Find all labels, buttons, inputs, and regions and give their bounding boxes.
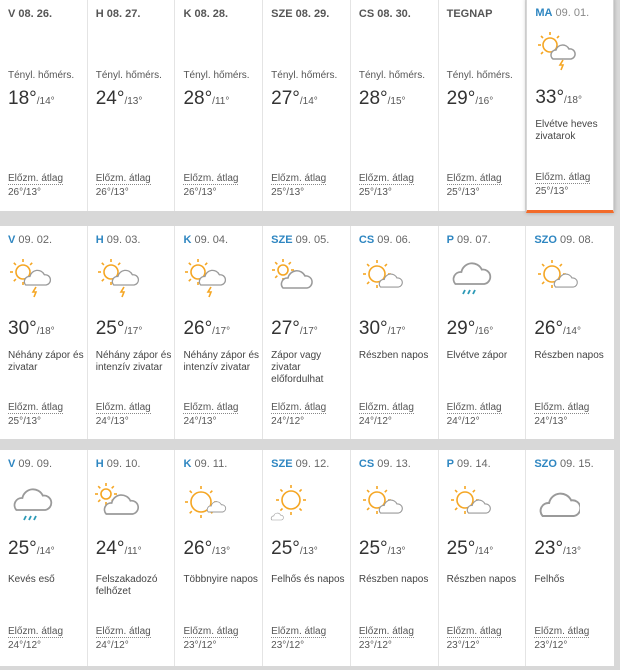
weekday: H: [95, 458, 104, 470]
partly-sunny-icon: [357, 482, 405, 526]
date: 09. 07.: [457, 234, 491, 246]
date: 09. 14.: [457, 458, 491, 470]
date: 09. 01.: [555, 7, 590, 19]
temp-low: /17°: [387, 326, 406, 337]
avg-label[interactable]: Előzm. átlag: [534, 626, 590, 637]
day-card[interactable]: [88, 226, 176, 439]
avg-label[interactable]: Előzm. átlag: [183, 402, 239, 413]
day-header: [535, 7, 589, 19]
weekday: CS: [358, 458, 375, 470]
weather-description: Felszakadozó felhőzet: [95, 574, 158, 597]
sun-cloud-thunder-icon: [6, 256, 54, 300]
temperature: [8, 538, 55, 560]
avg-label[interactable]: Előzm. átlag: [271, 402, 327, 413]
temperature: [183, 318, 230, 340]
temp-high: 24°: [95, 538, 125, 559]
avg-label[interactable]: Előzm. átlag: [446, 173, 502, 184]
temp-high: 25°: [446, 538, 476, 559]
day-card[interactable]: [263, 450, 351, 666]
temp-high: 26°: [534, 318, 564, 339]
avg-label[interactable]: Előzm. átlag: [183, 626, 239, 637]
temperature: [447, 88, 494, 110]
avg-label[interactable]: Előzm. átlag: [535, 172, 591, 183]
temperature: [535, 87, 582, 109]
day-header: [96, 8, 141, 20]
weather-description: Felhős: [534, 574, 565, 585]
date: 09. 12.: [295, 458, 330, 470]
date: 08. 29.: [295, 8, 330, 20]
avg-value: 24°/12°: [271, 416, 305, 427]
temp-high: 33°: [535, 87, 565, 108]
sun-cloud-thunder-icon: [181, 256, 229, 300]
date: 09. 08.: [560, 234, 594, 246]
avg-label[interactable]: Előzm. átlag: [534, 402, 590, 413]
weekday: V: [8, 234, 16, 246]
partly-sunny-icon: [357, 256, 405, 300]
day-card[interactable]: [175, 226, 263, 439]
avg-value: 26°/13°: [183, 187, 217, 198]
avg-value: 24°/12°: [358, 416, 392, 427]
mostly-sunny-icon: [181, 482, 229, 526]
day-card[interactable]: [526, 450, 614, 666]
temp-low: /16°: [475, 326, 494, 337]
weather-description: Elvétve zápor: [446, 350, 508, 361]
avg-value: 23°/12°: [358, 640, 392, 651]
temperature: [96, 88, 143, 110]
day-header: [183, 8, 228, 20]
day-card[interactable]: [0, 0, 88, 211]
day-header: [447, 234, 491, 246]
temp-low: /11°: [124, 546, 142, 557]
day-header: [359, 458, 411, 470]
date: 08. 26.: [18, 8, 53, 20]
week-row-1: [0, 0, 614, 211]
measured-label: Tényl. hőmérs.: [271, 70, 338, 81]
temp-low: /14°: [563, 326, 581, 337]
temp-high: 26°: [183, 538, 213, 559]
avg-label[interactable]: Előzm. átlag: [95, 173, 151, 184]
day-card[interactable]: [175, 450, 263, 666]
sun-small-cloud-icon: [269, 482, 317, 526]
temperature: [534, 538, 581, 560]
temperature: [359, 88, 406, 110]
temp-low: /13°: [212, 546, 231, 557]
weekday: K: [183, 458, 192, 470]
day-header: [447, 8, 493, 20]
avg-value: 23°/12°: [446, 640, 480, 651]
day-card[interactable]: [526, 226, 614, 439]
temp-low: /17°: [299, 326, 318, 337]
temperature: [96, 538, 142, 560]
temp-low: /18°: [564, 95, 582, 106]
day-header: [534, 234, 593, 246]
temp-high: 27°: [271, 318, 300, 339]
temp-low: /16°: [475, 96, 494, 107]
week-row-2: [0, 226, 614, 439]
date: 09. 03.: [106, 234, 141, 246]
weekday: SZE: [271, 8, 293, 20]
avg-value: 24°/12°: [95, 640, 129, 651]
avg-label[interactable]: Előzm. átlag: [271, 173, 327, 184]
temperature: [447, 538, 494, 560]
day-header: [359, 234, 411, 246]
day-header: [447, 458, 491, 470]
temp-high: 26°: [183, 318, 213, 339]
temp-low: /15°: [387, 96, 406, 107]
avg-value: 24°/13°: [183, 416, 217, 427]
weather-description: Néhány zápor és zivatar: [8, 350, 84, 373]
weekday: K: [183, 234, 192, 246]
day-card[interactable]: [0, 226, 88, 439]
avg-label[interactable]: Előzm. átlag: [446, 402, 502, 413]
weather-description: Részben napos: [534, 350, 604, 361]
weather-description: Néhány zápor és intenzív zivatar: [183, 350, 260, 373]
measured-label: Tényl. hőmérs.: [8, 70, 75, 81]
measured-label: Tényl. hőmérs.: [183, 70, 250, 81]
temp-high: 28°: [358, 88, 388, 109]
temp-high: 25°: [271, 538, 300, 559]
temperature: [183, 538, 230, 560]
day-header: [271, 458, 329, 470]
cloud-icon: [532, 482, 580, 526]
day-card[interactable]: [175, 0, 263, 211]
avg-label[interactable]: Előzm. átlag: [271, 626, 327, 637]
day-card[interactable]: [439, 0, 527, 211]
temp-low: /14°: [475, 546, 494, 557]
day-card[interactable]: [351, 450, 439, 666]
temp-high: 30°: [358, 318, 388, 339]
day-header: [96, 458, 141, 470]
weekday: CS: [358, 234, 375, 246]
date: 09. 13.: [377, 458, 411, 470]
date: 08. 30.: [377, 8, 411, 20]
weekday: H: [95, 234, 104, 246]
day-header: [271, 234, 329, 246]
weekday: MA: [535, 7, 553, 19]
temp-low: /18°: [36, 326, 55, 337]
weather-description: Többnyire napos: [183, 574, 258, 585]
temp-high: 27°: [271, 88, 300, 109]
weekday: P: [446, 458, 454, 470]
measured-label: Tényl. hőmérs.: [95, 70, 162, 81]
day-card[interactable]: [439, 450, 527, 666]
date: 09. 05.: [295, 234, 330, 246]
temp-low: /13°: [124, 96, 143, 107]
date: 09. 11.: [194, 458, 228, 470]
avg-label[interactable]: Előzm. átlag: [358, 173, 414, 184]
temp-low: /17°: [212, 326, 231, 337]
avg-value: 24°/12°: [8, 640, 42, 651]
avg-label[interactable]: Előzm. átlag: [8, 626, 64, 637]
temperature: [447, 318, 494, 340]
weekday: TEGNAP: [446, 8, 493, 20]
avg-label[interactable]: Előzm. átlag: [446, 626, 502, 637]
weekday: SZO: [534, 458, 557, 470]
day-header: [183, 234, 228, 246]
weather-description: Részben napos: [446, 574, 517, 585]
weather-description: Zápor vagy zivatar előfordulhat: [271, 350, 324, 385]
date: 09. 15.: [560, 458, 594, 470]
measured-label: Tényl. hőmérs.: [446, 70, 513, 81]
temperature: [8, 318, 55, 340]
day-card[interactable]: [263, 226, 351, 439]
date: 09. 02.: [18, 234, 53, 246]
date: 08. 28.: [194, 8, 229, 20]
avg-label[interactable]: Előzm. átlag: [95, 626, 151, 637]
temp-low: /13°: [563, 546, 581, 557]
weather-description: Részben napos: [358, 350, 429, 361]
temp-high: 25°: [8, 538, 37, 559]
day-header: [183, 458, 227, 470]
avg-value: 25°/13°: [271, 187, 305, 198]
cloud-rain-icon: [6, 482, 54, 526]
cloud-sun-icon: [94, 482, 142, 526]
temperature: [534, 318, 581, 340]
weather-description: Kevés eső: [8, 574, 55, 585]
weather-description: Felhős és napos: [271, 574, 345, 585]
temperature: [8, 88, 55, 110]
weather-description: Elvétve heves zivatarok: [535, 119, 598, 142]
avg-value: 23°/12°: [271, 640, 305, 651]
weekday: P: [446, 234, 454, 246]
temp-low: /13°: [299, 546, 318, 557]
avg-label[interactable]: Előzm. átlag: [8, 173, 64, 184]
temp-low: /14°: [299, 96, 318, 107]
avg-value: 24°/13°: [534, 416, 568, 427]
temperature: [96, 318, 143, 340]
sun-cloud-thunder-icon: [533, 29, 581, 73]
weekday: H: [95, 8, 104, 20]
day-header: [534, 458, 593, 470]
temperature: [271, 538, 318, 560]
weekday: SZO: [534, 234, 557, 246]
temp-high: 30°: [8, 318, 37, 339]
temperature: [183, 88, 229, 110]
week-row-3: [0, 450, 614, 666]
weekday: SZE: [271, 234, 293, 246]
avg-value: 26°/13°: [95, 187, 129, 198]
avg-value: 25°/13°: [358, 187, 392, 198]
avg-value: 25°/13°: [8, 416, 42, 427]
day-header: [96, 234, 141, 246]
avg-label[interactable]: Előzm. átlag: [358, 402, 414, 413]
weather-description: Néhány zápor és intenzív zivatar: [95, 350, 172, 373]
temp-high: 29°: [446, 318, 476, 339]
avg-value: 25°/13°: [535, 186, 569, 197]
day-card[interactable]: [351, 226, 439, 439]
weather-description: Részben napos: [358, 574, 429, 585]
day-header: [8, 234, 52, 246]
day-card[interactable]: [263, 0, 351, 211]
date: 09. 10.: [106, 458, 141, 470]
avg-value: 24°/13°: [95, 416, 129, 427]
day-header: [8, 458, 52, 470]
temp-low: /14°: [36, 96, 55, 107]
day-card[interactable]: [88, 450, 176, 666]
temp-high: 25°: [95, 318, 125, 339]
avg-value: 23°/12°: [534, 640, 568, 651]
temp-low: /11°: [212, 96, 230, 107]
avg-value: 24°/12°: [446, 416, 480, 427]
weekday: SZE: [271, 458, 293, 470]
temp-high: 28°: [183, 88, 213, 109]
day-header: [8, 8, 52, 20]
temp-low: /17°: [124, 326, 143, 337]
avg-value: 25°/13°: [446, 187, 480, 198]
date: 09. 09.: [18, 458, 53, 470]
avg-label[interactable]: Előzm. átlag: [8, 402, 64, 413]
sun-cloud-icon: [269, 256, 317, 300]
partly-sunny-icon: [532, 256, 580, 300]
avg-label[interactable]: Előzm. átlag: [183, 173, 239, 184]
temperature: [271, 88, 318, 110]
weekday: K: [183, 8, 192, 20]
temp-high: 23°: [534, 538, 564, 559]
temp-high: 24°: [95, 88, 125, 109]
avg-value: 23°/12°: [183, 640, 217, 651]
day-card[interactable]: [88, 0, 176, 211]
temp-low: /14°: [36, 546, 55, 557]
weekday: V: [8, 458, 16, 470]
day-card-today[interactable]: [526, 0, 614, 213]
day-card[interactable]: [439, 226, 527, 439]
day-card[interactable]: [351, 0, 439, 211]
weekday: CS: [358, 8, 375, 20]
cloud-rain-icon: [445, 256, 493, 300]
day-card[interactable]: [0, 450, 88, 666]
temp-high: 25°: [358, 538, 388, 559]
temperature: [359, 538, 406, 560]
temp-high: 18°: [8, 88, 37, 109]
temp-high: 29°: [446, 88, 476, 109]
partly-sunny-icon: [445, 482, 493, 526]
avg-label[interactable]: Előzm. átlag: [95, 402, 151, 413]
temperature: [271, 318, 318, 340]
weekday: V: [8, 8, 16, 20]
temp-low: /13°: [387, 546, 406, 557]
date: 08. 27.: [106, 8, 141, 20]
sun-cloud-thunder-icon: [94, 256, 142, 300]
date: 09. 06.: [377, 234, 411, 246]
avg-label[interactable]: Előzm. átlag: [358, 626, 414, 637]
date: 09. 04.: [194, 234, 229, 246]
avg-value: 26°/13°: [8, 187, 42, 198]
temperature: [359, 318, 406, 340]
day-header: [271, 8, 329, 20]
measured-label: Tényl. hőmérs.: [358, 70, 426, 81]
day-header: [359, 8, 411, 20]
